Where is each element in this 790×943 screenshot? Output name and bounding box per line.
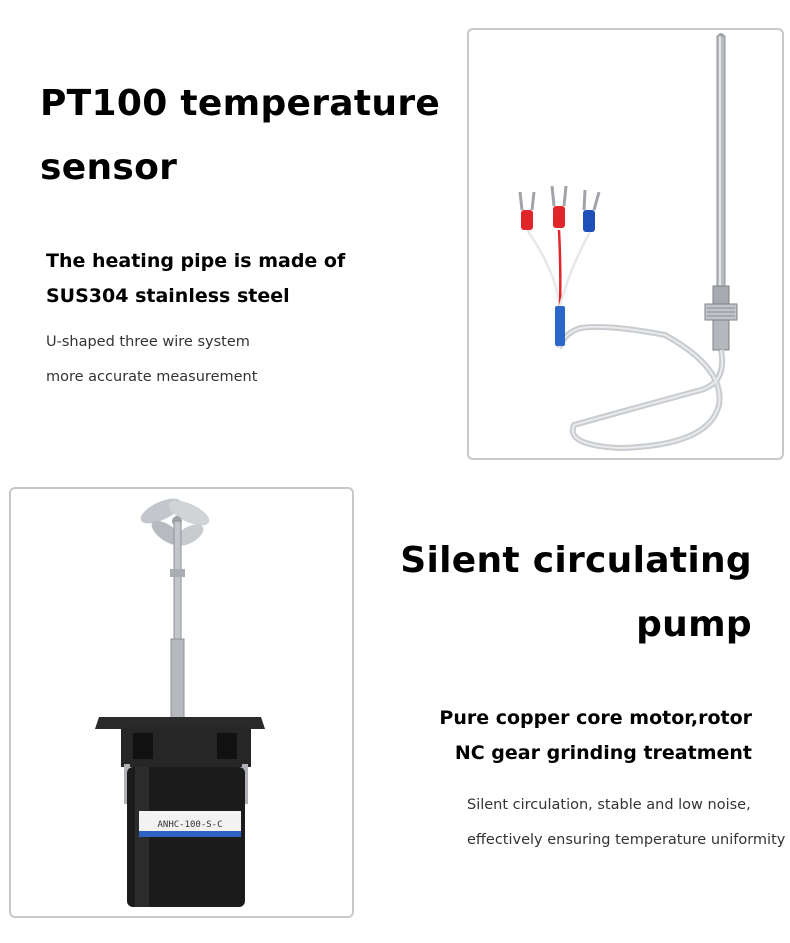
sensor-desc-line1: U-shaped three wire system xyxy=(46,334,250,350)
pump-desc-line1: Silent circulation, stable and low noise, xyxy=(467,797,751,813)
pump-subtitle-line2: NC gear grinding treatment xyxy=(454,742,752,764)
pump-subtitle-line1: Pure copper core motor,rotor xyxy=(439,707,752,729)
sensor-title-line2: sensor xyxy=(40,147,178,188)
pt100-sensor-image xyxy=(469,30,782,458)
sensor-title-line1: PT100 temperature xyxy=(40,83,441,124)
pump-desc-line2: effectively ensuring temperature uniformity xyxy=(467,832,786,848)
motor-label: ANHC-100-S-C xyxy=(157,820,223,830)
sensor-image-frame xyxy=(467,28,784,460)
pump-image-frame xyxy=(9,487,354,918)
circulating-pump-image xyxy=(11,489,352,916)
sensor-subtitle-line2: SUS304 stainless steel xyxy=(46,285,290,307)
pump-title-line2: pump xyxy=(636,604,752,645)
sensor-subtitle-line1: The heating pipe is made of xyxy=(46,250,346,272)
pump-title-line1: Silent circulating xyxy=(400,540,752,581)
sensor-desc-line2: more accurate measurement xyxy=(46,369,258,385)
